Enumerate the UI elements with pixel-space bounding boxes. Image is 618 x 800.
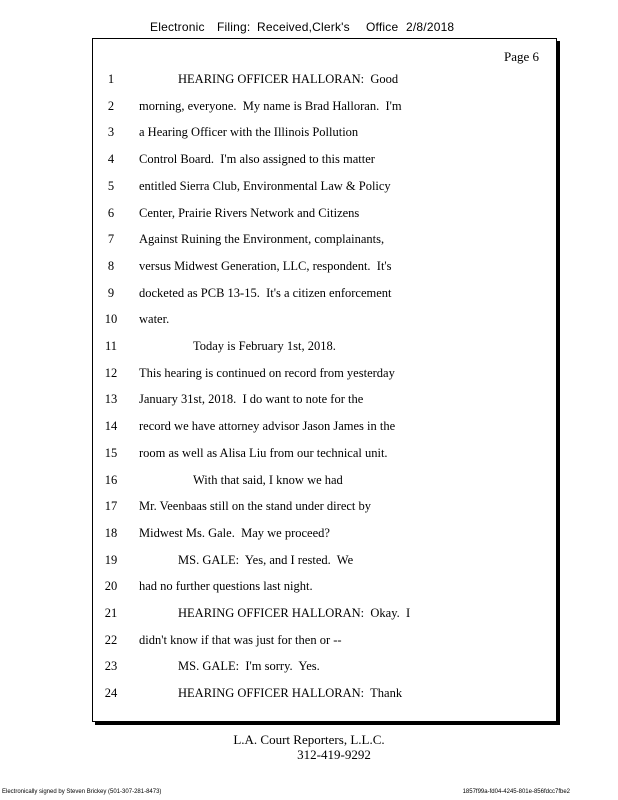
line-number: 10 (104, 312, 118, 327)
line-text: versus Midwest Generation, LLC, respondent. It's (139, 258, 392, 273)
transcript-line (0, 152, 618, 170)
filing-stamp (0, 20, 618, 36)
filing-stamp-electronic: Electronic (150, 20, 205, 34)
line-number: 6 (107, 205, 115, 220)
transcript-line (0, 286, 618, 304)
transcript-line (0, 206, 618, 224)
line-text: Against Ruining the Environment, complainants, (139, 232, 385, 247)
line-number: 13 (104, 392, 118, 407)
transcript-line (0, 339, 618, 357)
filing-stamp-office: Office (366, 20, 399, 34)
transcript-line (0, 499, 618, 517)
line-number: 21 (104, 606, 118, 620)
transcript-line (0, 633, 618, 651)
transcript-line (0, 179, 618, 197)
line-number: 20 (104, 579, 118, 594)
line-text: MS. GALE: I'm sorry. Yes. (178, 659, 320, 674)
line-text: With that said, I know we had (193, 472, 343, 487)
line-text: This hearing is continued on record from yesterday (139, 365, 395, 380)
line-number: 3 (107, 125, 115, 140)
line-text: morning, everyone. My name is Brad Halloran. I'm (139, 98, 402, 113)
transcript-line (0, 392, 618, 410)
line-text: Today is February 1st, 2018. (193, 339, 336, 353)
filing-stamp-filing: Filing: (217, 20, 251, 34)
line-number: 22 (104, 632, 118, 647)
line-number: 9 (107, 285, 115, 300)
line-number: 19 (104, 552, 118, 567)
transcript-line (0, 312, 618, 330)
line-number: 7 (107, 232, 115, 247)
line-number: 17 (104, 499, 118, 514)
transcript-line (0, 686, 618, 704)
transcript-line (0, 526, 618, 544)
filing-stamp-received: Received,Clerk's (257, 20, 350, 34)
transcript-line (0, 259, 618, 277)
line-text: HEARING OFFICER HALLORAN: Good (178, 72, 399, 86)
line-text: Midwest Ms. Gale. May we proceed? (139, 525, 330, 540)
line-number: 2 (107, 98, 115, 113)
line-number: 8 (107, 258, 115, 273)
electronic-signature-note: Electronically signed by Steven Brickey (501-307-281-8473) (2, 789, 162, 795)
transcript-line (0, 606, 618, 624)
line-number: 14 (104, 419, 118, 434)
line-text: didn't know if that was just for then or -- (139, 632, 342, 647)
transcript-line (0, 446, 618, 464)
filing-stamp-date: 2/8/2018 (406, 20, 455, 34)
transcript-line (0, 553, 618, 571)
line-number: 23 (104, 659, 118, 674)
line-number: 11 (104, 339, 118, 353)
transcript-line (0, 99, 618, 117)
page-number: Page 6 (503, 49, 539, 64)
line-text: January 31st, 2018. I do want to note for the (139, 392, 364, 407)
line-number: 5 (107, 178, 115, 193)
line-text: Center, Prairie Rivers Network and Citizens (139, 205, 360, 220)
transcript-line (0, 419, 618, 437)
line-text: water. (139, 312, 170, 327)
transcript-line (0, 659, 618, 677)
line-text: HEARING OFFICER HALLORAN: Okay. I (178, 606, 411, 620)
line-text: entitled Sierra Club, Environmental Law & Policy (139, 178, 391, 193)
transcript-line (0, 473, 618, 491)
transcript-line (0, 232, 618, 250)
line-text: Mr. Veenbaas still on the stand under direct by (139, 499, 372, 514)
line-text: a Hearing Officer with the Illinois Pollution (139, 125, 359, 140)
line-text: MS. GALE: Yes, and I rested. We (178, 552, 354, 567)
transcript-line (0, 579, 618, 597)
line-text: room as well as Alisa Liu from our technical unit. (139, 445, 388, 460)
footer-company: L.A. Court Reporters, L.L.C. (233, 732, 385, 747)
line-number: 24 (104, 686, 118, 701)
line-number: 16 (104, 472, 118, 487)
line-text: Control Board. I'm also assigned to this matter (139, 152, 375, 167)
transcript-line (0, 125, 618, 143)
transcript-line (0, 72, 618, 90)
line-number: 15 (104, 445, 118, 460)
line-text: HEARING OFFICER HALLORAN: Thank (178, 686, 403, 701)
line-text: docketed as PCB 13-15. It's a citizen enforcement (139, 285, 392, 300)
line-number: 12 (104, 365, 118, 380)
footer-phone: 312-419-9292 (297, 747, 371, 762)
line-number: 4 (107, 152, 115, 167)
line-number: 1 (107, 72, 115, 86)
footer (0, 732, 618, 762)
line-text: record we have attorney advisor Jason James in the (139, 419, 396, 434)
transcript-line (0, 366, 618, 384)
document-hash: 1857f99a-fd04-4245-801e-856fdcc7fbe2 (462, 789, 570, 795)
line-number: 18 (104, 525, 118, 540)
line-text: had no further questions last night. (139, 579, 313, 594)
